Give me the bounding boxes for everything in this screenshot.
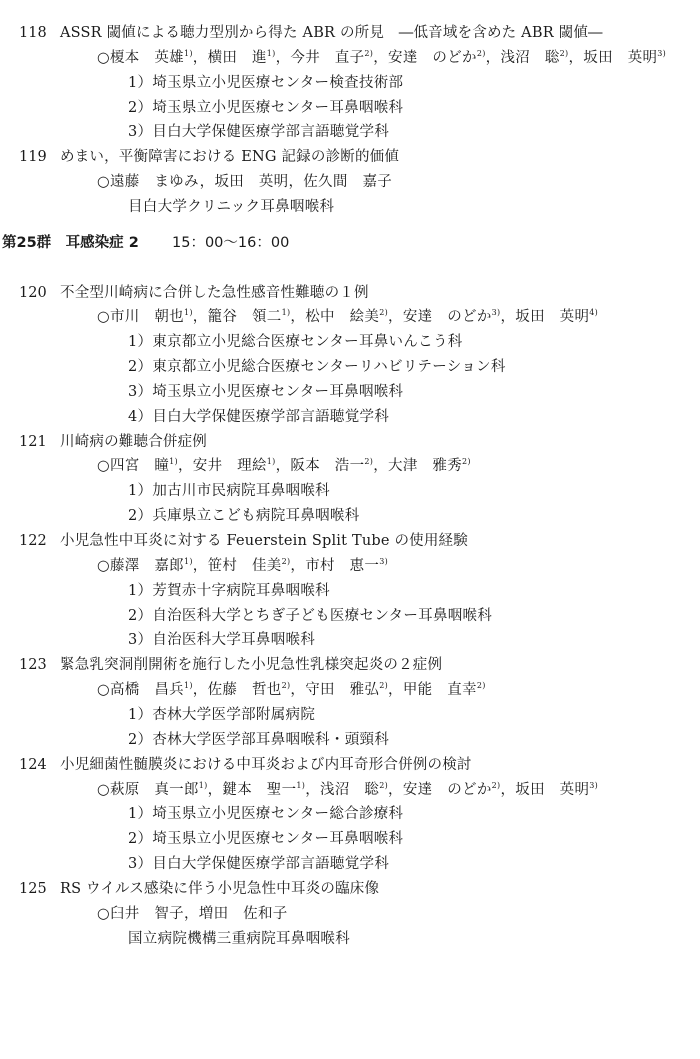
author-name: 坂田 英明 bbox=[214, 174, 289, 190]
affiliation-mark: 2) bbox=[462, 457, 471, 466]
affiliation: 1）埼玉県立小児医療センター検査技術部 bbox=[128, 75, 404, 91]
author-name: 安達 のどか bbox=[402, 309, 492, 325]
author-name: 今井 直子 bbox=[290, 50, 365, 66]
author-name: 安井 理絵 bbox=[192, 458, 267, 474]
entry-number: 125 bbox=[19, 881, 47, 897]
author-name: ○市川 朝也 bbox=[97, 309, 184, 325]
entry-authors bbox=[97, 170, 392, 195]
affiliation-mark: 1) bbox=[183, 49, 193, 58]
author-name: ○萩原 真一郎 bbox=[97, 782, 199, 798]
affiliation-mark: 1) bbox=[281, 308, 291, 317]
author-name: ○高橋 昌兵 bbox=[97, 682, 184, 698]
author-separator: ， bbox=[199, 174, 215, 190]
entry-title: ASSR 閾値による聴力型別から得た ABR の所見 ―低音域を含めた ABR 閾値― bbox=[60, 25, 603, 41]
author-separator: ， bbox=[388, 682, 403, 698]
entry-authors bbox=[97, 454, 471, 479]
affiliation: 2）埼玉県立小児医療センター耳鼻咽喉科 bbox=[128, 100, 404, 116]
author-separator: ， bbox=[388, 782, 403, 798]
author-separator: ， bbox=[288, 174, 304, 190]
affiliation-mark: 2) bbox=[364, 457, 374, 466]
entry-authors bbox=[97, 678, 486, 703]
author-name: 籠谷 領二 bbox=[207, 309, 282, 325]
entry-number: 123 bbox=[19, 657, 47, 673]
affiliation-mark: 2) bbox=[379, 308, 389, 317]
author-name: ○遠藤 まゆみ bbox=[97, 174, 200, 190]
affiliation-mark: 1) bbox=[183, 308, 193, 317]
affiliation: 1）東京都立小児総合医療センター耳鼻いんこう科 bbox=[128, 334, 463, 350]
entry-number: 124 bbox=[19, 757, 47, 773]
author-separator: ， bbox=[183, 906, 199, 922]
author-separator: ， bbox=[485, 50, 501, 66]
session-time: 15：00～16：00 bbox=[172, 235, 290, 251]
affiliation: 2）兵庫県立こども病院耳鼻咽喉科 bbox=[128, 508, 360, 524]
author-separator: ， bbox=[373, 458, 389, 474]
author-name: 安達 のどか bbox=[388, 50, 477, 66]
author-name: 安達 のどか bbox=[402, 782, 492, 798]
author-separator: ， bbox=[177, 458, 193, 474]
affiliation-mark: 2) bbox=[379, 681, 389, 690]
affiliation: 1）芳賀赤十字病院耳鼻咽喉科 bbox=[128, 583, 330, 599]
author-name: 阪本 浩一 bbox=[290, 458, 365, 474]
author-separator: ， bbox=[290, 682, 306, 698]
affiliation: 2）自治医科大学とちぎ子ども医療センター耳鼻咽喉科 bbox=[128, 608, 493, 624]
affiliation-mark: 2) bbox=[281, 557, 291, 566]
affiliation: 2）埼玉県立小児医療センター耳鼻咽喉科 bbox=[128, 831, 404, 847]
author-name: ○臼井 智子 bbox=[97, 906, 184, 922]
entry-title: 小児急性中耳炎に対する Feuerstein Split Tube の使用経験 bbox=[60, 533, 468, 549]
affiliation-mark: 2) bbox=[476, 681, 486, 690]
author-name: 坂田 英明 bbox=[515, 782, 590, 798]
author-separator: ， bbox=[568, 50, 584, 66]
session-name: 第25群 耳感染症 2 bbox=[2, 235, 139, 251]
author-name: 守田 雅弘 bbox=[305, 682, 380, 698]
entry-title: RS ウイルス感染に伴う小児急性中耳炎の臨床像 bbox=[60, 881, 380, 897]
affiliation-mark: 2) bbox=[559, 49, 569, 58]
author-name: 横田 進 bbox=[207, 50, 267, 66]
entry-title: めまい，平衡障害における ENG 記録の診断的価値 bbox=[60, 149, 400, 165]
affiliation-mark: 1) bbox=[183, 557, 193, 566]
author-separator: ， bbox=[500, 309, 516, 325]
author-name: 市村 恵一 bbox=[305, 558, 380, 574]
author-name: 甲能 直幸 bbox=[402, 682, 477, 698]
affiliation-mark: 2) bbox=[364, 49, 374, 58]
author-name: 松中 絵美 bbox=[305, 309, 380, 325]
affiliation: 3）自治医科大学耳鼻咽喉科 bbox=[128, 632, 316, 648]
affiliation-mark: 1) bbox=[183, 681, 193, 690]
affiliation: 3）埼玉県立小児医療センター耳鼻咽喉科 bbox=[128, 384, 404, 400]
author-name: ○藤澤 嘉郎 bbox=[97, 558, 184, 574]
affiliation-mark: 1) bbox=[296, 781, 306, 790]
affiliation: 1）杏林大学医学部附属病院 bbox=[128, 707, 316, 723]
affiliation-mark: 2) bbox=[379, 781, 389, 790]
author-separator: ， bbox=[192, 682, 208, 698]
author-separator: ， bbox=[290, 558, 306, 574]
entry-authors bbox=[97, 305, 598, 330]
author-separator: ， bbox=[290, 309, 306, 325]
affiliation: 3）目白大学保健医療学部言語聴覚学科 bbox=[128, 856, 390, 872]
author-separator: ， bbox=[388, 309, 403, 325]
entry-title: 緊急乳突洞削開術を施行した小児急性乳様突起炎の２症例 bbox=[60, 657, 443, 673]
author-separator: ， bbox=[275, 458, 291, 474]
affiliation: 国立病院機構三重病院耳鼻咽喉科 bbox=[128, 931, 350, 947]
entry-number: 122 bbox=[19, 533, 47, 549]
author-separator: ， bbox=[500, 782, 516, 798]
affiliation-mark: 2) bbox=[281, 681, 291, 690]
affiliation-mark: 1) bbox=[266, 457, 276, 466]
affiliation: 1）埼玉県立小児医療センター総合診療科 bbox=[128, 806, 404, 822]
author-separator: ， bbox=[192, 309, 208, 325]
entry-number: 118 bbox=[19, 25, 47, 41]
affiliation: 3）目白大学保健医療学部言語聴覚学科 bbox=[128, 124, 390, 140]
entry-number: 119 bbox=[19, 149, 47, 165]
author-name: 大津 雅秀 bbox=[388, 458, 463, 474]
affiliation-mark: 2) bbox=[476, 49, 486, 58]
author-name: 佐藤 哲也 bbox=[207, 682, 282, 698]
affiliation-mark: 3) bbox=[657, 49, 667, 58]
affiliation: 目白大学クリニック耳鼻咽喉科 bbox=[128, 199, 335, 215]
affiliation-mark: 4) bbox=[589, 308, 599, 317]
entry-number: 120 bbox=[19, 285, 47, 301]
author-name: 佐久間 嘉子 bbox=[303, 174, 393, 190]
author-name: 笹村 佳美 bbox=[207, 558, 282, 574]
entry-authors bbox=[97, 778, 598, 803]
entry-title: 小児細菌性髄膜炎における中耳炎および内耳奇形合併例の検討 bbox=[60, 757, 472, 773]
affiliation: 4）目白大学保健医療学部言語聴覚学科 bbox=[128, 409, 390, 425]
author-separator: ， bbox=[275, 50, 291, 66]
author-separator: ， bbox=[192, 558, 208, 574]
affiliation-mark: 1) bbox=[266, 49, 276, 58]
author-separator: ， bbox=[192, 50, 208, 66]
affiliation-mark: 1) bbox=[198, 781, 208, 790]
affiliation-mark: 1) bbox=[169, 457, 178, 466]
author-name: 浅沼 聡 bbox=[320, 782, 380, 798]
entry-authors bbox=[97, 902, 288, 927]
author-name: 増田 佐和子 bbox=[198, 906, 288, 922]
author-name: 坂田 英明 bbox=[515, 309, 590, 325]
entry-title: 川崎病の難聴合併症例 bbox=[60, 434, 207, 450]
author-separator: ， bbox=[305, 782, 321, 798]
entry-number: 121 bbox=[19, 434, 47, 450]
affiliation-mark: 2) bbox=[491, 781, 501, 790]
author-name: 鍵本 聖一 bbox=[222, 782, 297, 798]
author-name: ○榎本 英雄 bbox=[97, 50, 184, 66]
affiliation-mark: 3) bbox=[589, 781, 599, 790]
affiliation: 2）東京都立小児総合医療センターリハビリテーション科 bbox=[128, 359, 506, 375]
affiliation: 2）杏林大学医学部耳鼻咽喉科・頭頸科 bbox=[128, 732, 390, 748]
affiliation-mark: 3) bbox=[491, 308, 501, 317]
author-separator: ， bbox=[373, 50, 389, 66]
affiliation: 1）加古川市民病院耳鼻咽喉科 bbox=[128, 483, 330, 499]
author-name: ○四宮 瞳 bbox=[97, 458, 170, 474]
entry-authors bbox=[97, 46, 666, 71]
entry-title: 不全型川崎病に合併した急性感音性難聴の１例 bbox=[60, 285, 369, 301]
entry-authors bbox=[97, 554, 388, 579]
author-name: 坂田 英明 bbox=[583, 50, 658, 66]
author-name: 浅沼 聡 bbox=[500, 50, 560, 66]
affiliation-mark: 3) bbox=[379, 557, 389, 566]
author-separator: ， bbox=[207, 782, 223, 798]
